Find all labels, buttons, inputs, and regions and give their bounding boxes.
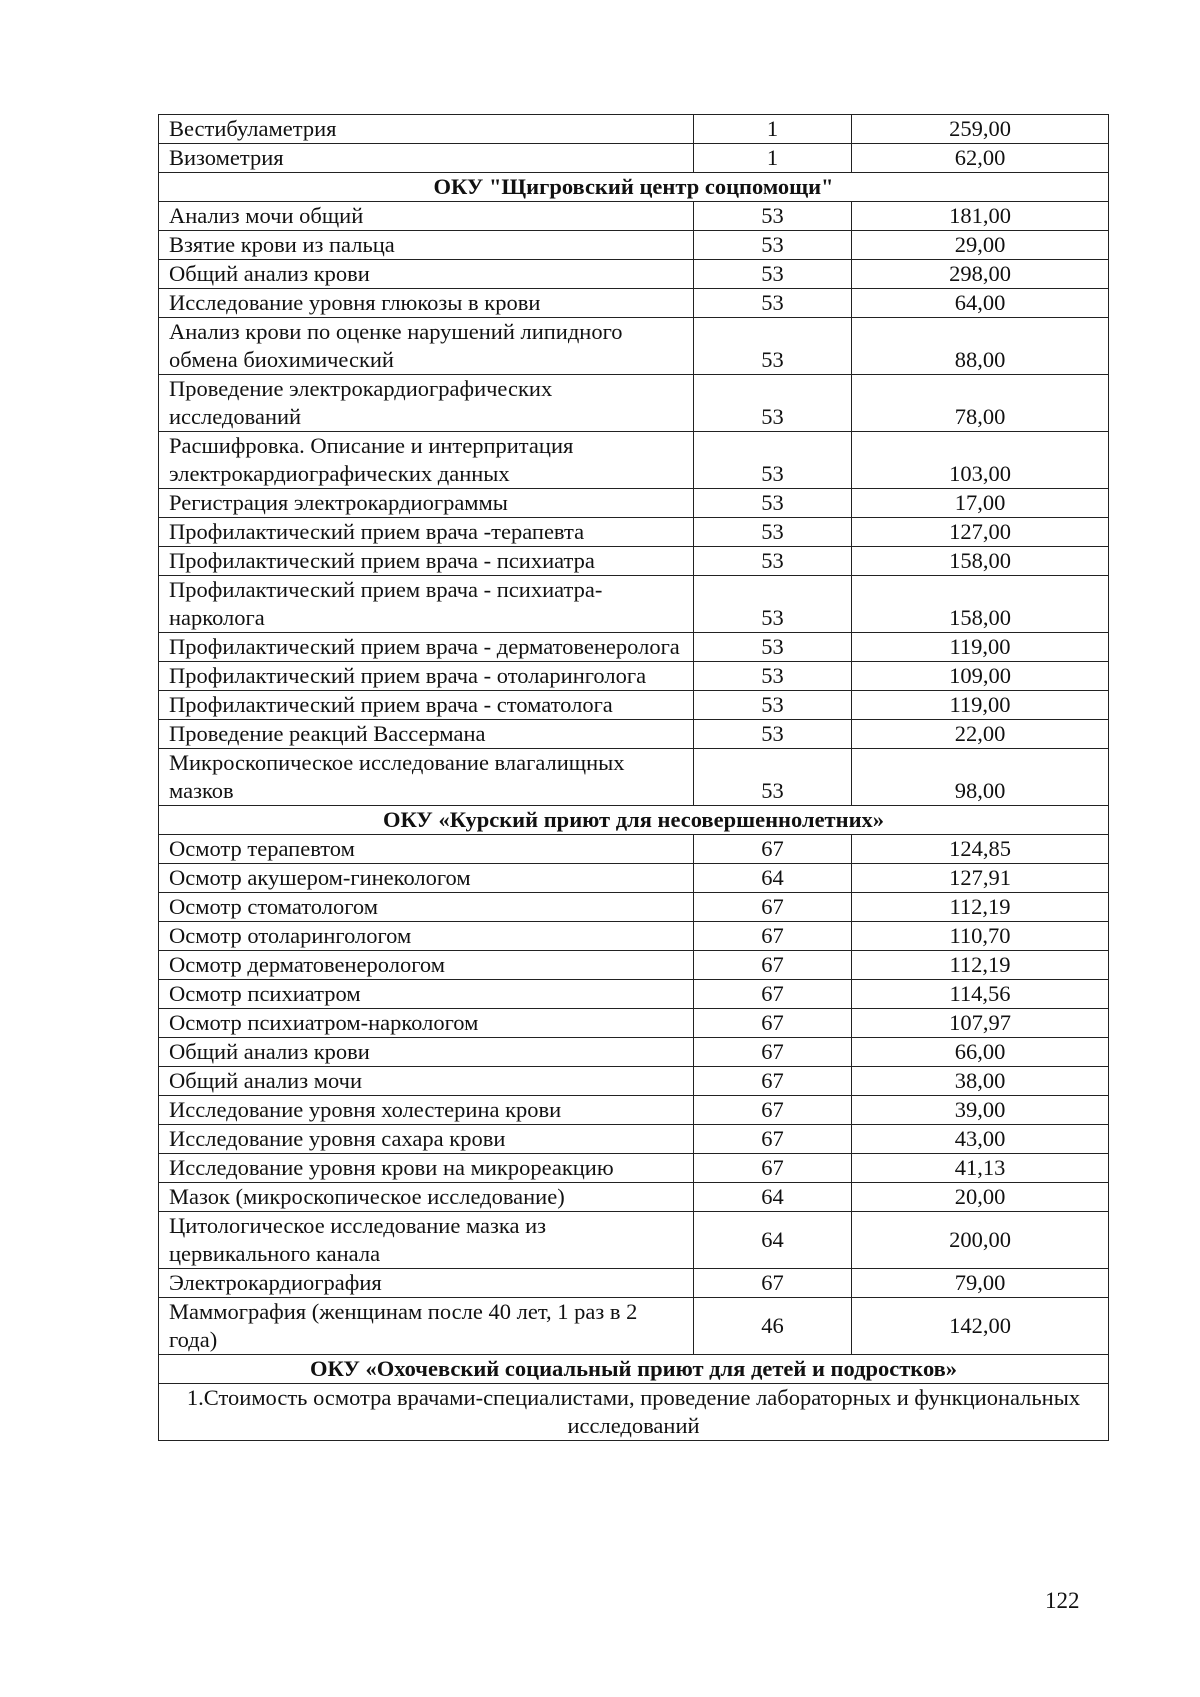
price-cell: 158,00 <box>852 547 1109 576</box>
service-name-cell: Анализ мочи общий <box>159 202 694 231</box>
quantity-cell: 67 <box>694 1009 852 1038</box>
price-cell: 158,00 <box>852 576 1109 633</box>
price-cell: 142,00 <box>852 1298 1109 1355</box>
service-name-cell: Осмотр психиатром-наркологом <box>159 1009 694 1038</box>
service-name-cell: Вестибуламетрия <box>159 115 694 144</box>
price-cell: 64,00 <box>852 289 1109 318</box>
table-row <box>159 1067 1109 1096</box>
table-row <box>159 489 1109 518</box>
table-body <box>159 115 1109 1441</box>
price-cell: 127,00 <box>852 518 1109 547</box>
quantity-cell: 67 <box>694 1125 852 1154</box>
service-name-cell: Микроскопическое исследование влагалищных мазков <box>159 749 694 806</box>
service-name-cell: Общий анализ мочи <box>159 1067 694 1096</box>
service-name-cell: Расшифровка. Описание и интерпритация электрокардиографических данных <box>159 432 694 489</box>
quantity-cell: 53 <box>694 231 852 260</box>
quantity-cell: 67 <box>694 922 852 951</box>
table-row <box>159 633 1109 662</box>
service-name-cell: Профилактический прием врача - психиатра-нарколога <box>159 576 694 633</box>
quantity-cell: 67 <box>694 980 852 1009</box>
service-name-cell: Цитологическое исследование мазка из цервикального канала <box>159 1212 694 1269</box>
price-cell: 110,70 <box>852 922 1109 951</box>
section-note-row <box>159 1384 1109 1441</box>
quantity-cell: 1 <box>694 115 852 144</box>
table-row <box>159 1298 1109 1355</box>
quantity-cell: 53 <box>694 518 852 547</box>
quantity-cell: 53 <box>694 318 852 375</box>
price-cell: 29,00 <box>852 231 1109 260</box>
quantity-cell: 53 <box>694 547 852 576</box>
quantity-cell: 53 <box>694 260 852 289</box>
price-cell: 79,00 <box>852 1269 1109 1298</box>
price-cell: 88,00 <box>852 318 1109 375</box>
quantity-cell: 53 <box>694 432 852 489</box>
table-row <box>159 893 1109 922</box>
price-cell: 127,91 <box>852 864 1109 893</box>
price-cell: 119,00 <box>852 633 1109 662</box>
quantity-cell: 67 <box>694 893 852 922</box>
quantity-cell: 46 <box>694 1298 852 1355</box>
table-row <box>159 662 1109 691</box>
quantity-cell: 67 <box>694 1096 852 1125</box>
table-row <box>159 289 1109 318</box>
quantity-cell: 53 <box>694 662 852 691</box>
price-cell: 112,19 <box>852 893 1109 922</box>
price-cell: 66,00 <box>852 1038 1109 1067</box>
price-cell: 22,00 <box>852 720 1109 749</box>
section-title: ОКУ «Курский приют для несовершеннолетних» <box>159 806 1109 835</box>
table-row <box>159 1125 1109 1154</box>
price-cell: 62,00 <box>852 144 1109 173</box>
service-name-cell: Профилактический прием врача - психиатра <box>159 547 694 576</box>
service-name-cell: Мазок (микроскопическое исследование) <box>159 1183 694 1212</box>
service-name-cell: Общий анализ крови <box>159 1038 694 1067</box>
quantity-cell: 53 <box>694 289 852 318</box>
price-cell: 200,00 <box>852 1212 1109 1269</box>
quantity-cell: 67 <box>694 1067 852 1096</box>
table-row <box>159 691 1109 720</box>
section-title: ОКУ «Охочевский социальный приют для детей и подростков» <box>159 1355 1109 1384</box>
table-row <box>159 951 1109 980</box>
table-row <box>159 115 1109 144</box>
services-price-table <box>158 114 1109 1441</box>
table-row <box>159 202 1109 231</box>
table-row <box>159 432 1109 489</box>
price-cell: 20,00 <box>852 1183 1109 1212</box>
table-row <box>159 1154 1109 1183</box>
quantity-cell: 64 <box>694 1183 852 1212</box>
table-row <box>159 749 1109 806</box>
price-cell: 38,00 <box>852 1067 1109 1096</box>
section-header-row <box>159 173 1109 202</box>
quantity-cell: 67 <box>694 835 852 864</box>
table-row <box>159 1009 1109 1038</box>
price-cell: 39,00 <box>852 1096 1109 1125</box>
price-cell: 41,13 <box>852 1154 1109 1183</box>
table-row <box>159 1212 1109 1269</box>
table-row <box>159 375 1109 432</box>
quantity-cell: 64 <box>694 864 852 893</box>
service-name-cell: Осмотр акушером-гинекологом <box>159 864 694 893</box>
table-row <box>159 144 1109 173</box>
service-name-cell: Профилактический прием врача -терапевта <box>159 518 694 547</box>
price-cell: 112,19 <box>852 951 1109 980</box>
quantity-cell: 53 <box>694 749 852 806</box>
table-row <box>159 720 1109 749</box>
service-name-cell: Профилактический прием врача - стоматолога <box>159 691 694 720</box>
quantity-cell: 53 <box>694 375 852 432</box>
service-name-cell: Осмотр стоматологом <box>159 893 694 922</box>
price-cell: 78,00 <box>852 375 1109 432</box>
quantity-cell: 53 <box>694 720 852 749</box>
service-name-cell: Профилактический прием врача - дерматовенеролога <box>159 633 694 662</box>
quantity-cell: 53 <box>694 576 852 633</box>
table-row <box>159 980 1109 1009</box>
service-name-cell: Анализ крови по оценке нарушений липидного обмена биохимический <box>159 318 694 375</box>
price-cell: 17,00 <box>852 489 1109 518</box>
service-name-cell: Осмотр дерматовенерологом <box>159 951 694 980</box>
section-note: 1.Стоимость осмотра врачами-специалистами, проведение лабораторных и функциональных исследований <box>159 1384 1109 1441</box>
service-name-cell: Исследование уровня глюкозы в крови <box>159 289 694 318</box>
price-cell: 107,97 <box>852 1009 1109 1038</box>
quantity-cell: 1 <box>694 144 852 173</box>
table-row <box>159 547 1109 576</box>
quantity-cell: 67 <box>694 1038 852 1067</box>
service-name-cell: Общий анализ крови <box>159 260 694 289</box>
section-header-row <box>159 806 1109 835</box>
price-cell: 98,00 <box>852 749 1109 806</box>
price-cell: 103,00 <box>852 432 1109 489</box>
price-cell: 124,85 <box>852 835 1109 864</box>
table-row <box>159 864 1109 893</box>
service-name-cell: Электрокардиография <box>159 1269 694 1298</box>
table-row <box>159 576 1109 633</box>
service-name-cell: Осмотр психиатром <box>159 980 694 1009</box>
table-row <box>159 922 1109 951</box>
service-name-cell: Осмотр отоларингологом <box>159 922 694 951</box>
table-row <box>159 1038 1109 1067</box>
table-row <box>159 1183 1109 1212</box>
price-cell: 109,00 <box>852 662 1109 691</box>
service-name-cell: Взятие крови из пальца <box>159 231 694 260</box>
service-name-cell: Исследование уровня сахара крови <box>159 1125 694 1154</box>
table-row <box>159 1269 1109 1298</box>
service-name-cell: Визометрия <box>159 144 694 173</box>
table-row <box>159 318 1109 375</box>
price-cell: 114,56 <box>852 980 1109 1009</box>
quantity-cell: 53 <box>694 489 852 518</box>
quantity-cell: 53 <box>694 202 852 231</box>
table-row <box>159 518 1109 547</box>
quantity-cell: 53 <box>694 691 852 720</box>
service-name-cell: Проведение электрокардиографических исследований <box>159 375 694 432</box>
quantity-cell: 53 <box>694 633 852 662</box>
price-cell: 43,00 <box>852 1125 1109 1154</box>
section-title: ОКУ "Щигровский центр соцпомощи" <box>159 173 1109 202</box>
price-cell: 119,00 <box>852 691 1109 720</box>
service-name-cell: Исследование уровня холестерина крови <box>159 1096 694 1125</box>
table-row <box>159 260 1109 289</box>
table-row <box>159 231 1109 260</box>
price-cell: 298,00 <box>852 260 1109 289</box>
service-name-cell: Профилактический прием врача - отоларинголога <box>159 662 694 691</box>
quantity-cell: 64 <box>694 1212 852 1269</box>
quantity-cell: 67 <box>694 951 852 980</box>
section-header-row <box>159 1355 1109 1384</box>
quantity-cell: 67 <box>694 1154 852 1183</box>
price-cell: 181,00 <box>852 202 1109 231</box>
page-number: 122 <box>1045 1588 1080 1613</box>
price-cell: 259,00 <box>852 115 1109 144</box>
quantity-cell: 67 <box>694 1269 852 1298</box>
table-row <box>159 1096 1109 1125</box>
service-name-cell: Исследование уровня крови на микрореакцию <box>159 1154 694 1183</box>
service-name-cell: Проведение реакций Вассермана <box>159 720 694 749</box>
service-name-cell: Маммография (женщинам после 40 лет, 1 раз в 2 года) <box>159 1298 694 1355</box>
table-row <box>159 835 1109 864</box>
service-name-cell: Осмотр терапевтом <box>159 835 694 864</box>
service-name-cell: Регистрация электрокардиограммы <box>159 489 694 518</box>
